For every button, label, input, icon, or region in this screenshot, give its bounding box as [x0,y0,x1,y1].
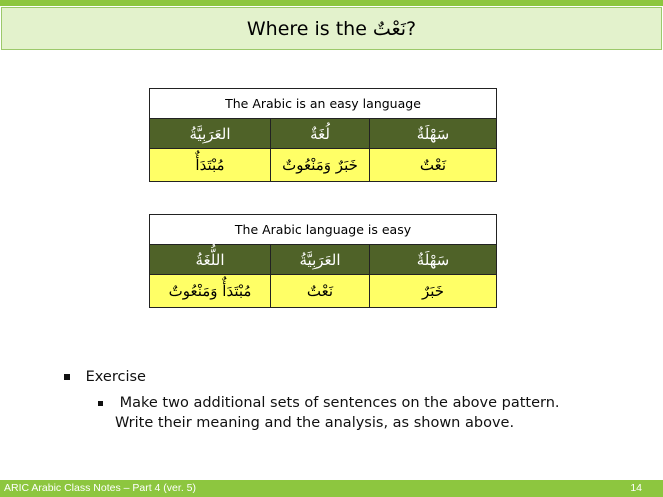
table2-header-cell: سَهْلَةٌ [370,245,497,275]
analysis-table-1 [149,88,497,182]
table2-caption: The Arabic language is easy [150,215,497,245]
top-accent-bar [0,0,663,6]
table2-header-cell: العَرَبِيَّةُ [271,245,370,275]
instruction-line-1: Make two additional sets of sentences on the above pattern. [119,395,560,411]
table2-header-row [150,245,497,275]
slide-title [1,7,662,50]
table1-analysis-cell: مُبْتَدَأٌ [150,149,271,182]
table1-header-cell: العَرَبِيَّةُ [150,119,271,149]
bullet-exercise [64,369,146,385]
table2-analysis-cell: نَعْتٌ [271,275,370,308]
title-arabic-word: نَعْتٌ [372,17,407,40]
table1-header-cell: لُغَةٌ [271,119,370,149]
table1-header-row [150,119,497,149]
table2-analysis-cell: خَبَرٌ [370,275,497,308]
table2-analysis-cell: مُبْتَدَأٌ وَمَنْعُوتٌ [150,275,271,308]
table1-header-cell: سَهْلَةٌ [370,119,497,149]
bullet-exercise-text: Exercise [85,369,146,385]
table1-analysis-cell: نَعْتٌ [370,149,497,182]
bullet-square-icon [64,374,70,380]
table1-analysis-cell: خَبَرٌ وَمَنْعُوتٌ [271,149,370,182]
table2-analysis-row [150,275,497,308]
bullet-square-icon [98,401,103,406]
instruction-line-2: Write their meaning and the analysis, as shown above. [115,415,515,431]
analysis-table-2 [149,214,497,308]
table1-caption: The Arabic is an easy language [150,89,497,119]
footer-page-number: 14 [630,482,642,494]
footer-bar [0,480,663,497]
title-suffix: ? [406,17,417,40]
title-prefix: Where is the [246,17,367,40]
bullet-sub-instruction [98,393,560,433]
footer-course-title: ARIC Arabic Class Notes – Part 4 (ver. 5) [4,482,196,494]
table1-analysis-row [150,149,497,182]
table2-header-cell: اللُّغَةُ [150,245,271,275]
